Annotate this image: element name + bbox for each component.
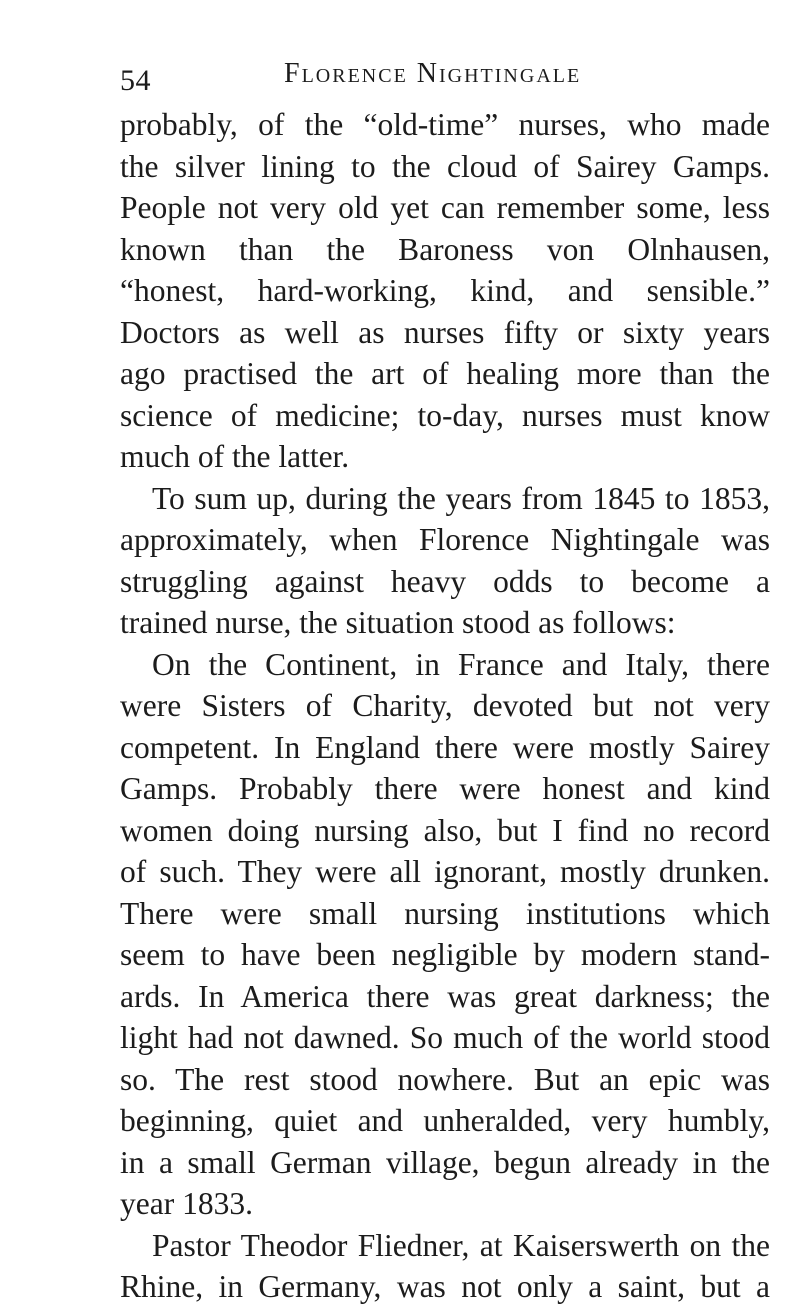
text-line: in a small German village, begun already in the: [120, 1144, 770, 1180]
text-line: ards. In America there was great darkness; the: [120, 978, 770, 1014]
text-line: “honest, hard-working, kind, and sensible.”: [120, 273, 770, 308]
text-line: Doctors as well as nurses fifty or sixty years: [120, 314, 770, 350]
text-line: There were small nursing institutions which: [120, 895, 770, 931]
text-line: the silver lining to the cloud of Sairey Gamps.: [120, 148, 770, 184]
text-line: competent. In England there were mostly Sairey: [120, 729, 770, 765]
text-line: trained nurse, the situation stood as follows:: [120, 605, 676, 640]
text-line: so. The rest stood nowhere. But an epic was: [120, 1061, 770, 1097]
running-head: Florence Nightingale: [284, 58, 582, 89]
text-line: To sum up, during the years from 1845 to 1853,: [152, 480, 770, 516]
text-line: women doing nursing also, but I find no record: [120, 812, 770, 848]
text-line: People not very old yet can remember some, less: [120, 190, 770, 225]
text-line: On the Continent, in France and Italy, there: [152, 646, 770, 682]
body-text: [120, 104, 770, 1308]
text-line: ago practised the art of healing more than the: [120, 356, 770, 391]
text-line: year 1833.: [120, 1186, 253, 1221]
text-line: of such. They were all ignorant, mostly drunken.: [120, 854, 770, 889]
text-line: Gamps. Probably there were honest and kind: [120, 771, 770, 806]
text-line: struggling against heavy odds to become a: [120, 563, 770, 599]
text-line: Pastor Theodor Fliedner, at Kaiserswerth on the: [152, 1227, 770, 1263]
page-number: 54: [120, 64, 151, 97]
page-header: [120, 58, 770, 98]
text-line: were Sisters of Charity, devoted but not very: [120, 688, 770, 723]
text-line: approximately, when Florence Nightingale was: [120, 522, 770, 557]
text-line: much of the latter.: [120, 439, 350, 474]
text-line: light had not dawned. So much of the world stood: [120, 1020, 770, 1055]
text-line: probably, of the “old-time” nurses, who made: [120, 107, 770, 142]
text-line: science of medicine; to-day, nurses must know: [120, 397, 770, 433]
text-line: beginning, quiet and unheralded, very humbly,: [120, 1103, 770, 1138]
text-line: known than the Baroness von Olnhausen,: [120, 231, 770, 267]
text-line: seem to have been negligible by modern stand-: [120, 937, 770, 972]
text-line: Rhine, in Germany, was not only a saint, but a: [120, 1269, 770, 1304]
